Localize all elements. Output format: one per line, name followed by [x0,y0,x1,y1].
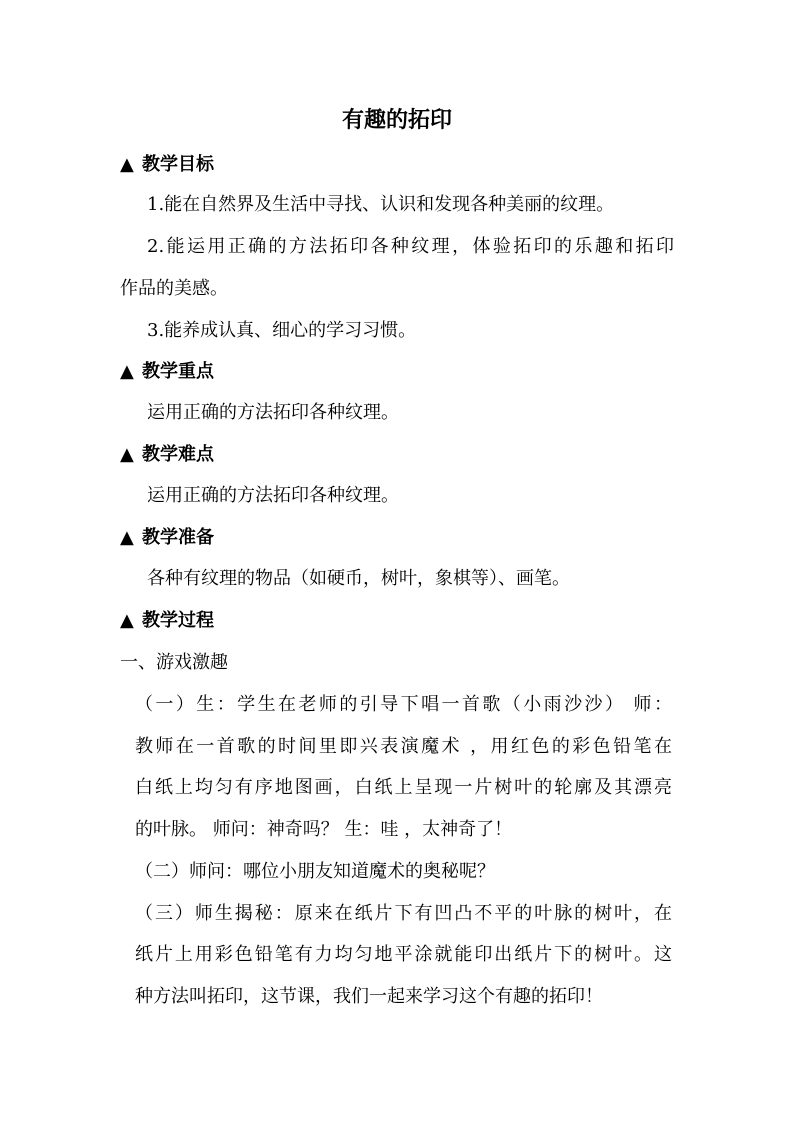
triangle-marker-icon: ▲ [120,527,134,548]
section-heading-process [120,606,214,632]
goal-item-2: 2.能运用正确的方法拓印各种纹理，体验拓印的乐趣和拓印 [147,236,674,257]
page-title: 有趣的拓印 [341,108,452,133]
key-points-text: 运用正确的方法拓印各种纹理。 [147,402,399,423]
process-line-4: 的叶脉。 师问：神奇吗？ 生：哇 ，太神奇了！ [135,819,513,840]
section-heading-difficulties [120,440,214,466]
heading-label: 教学目标 [142,154,214,175]
goal-item-3: 3.能养成认真、细心的学习习惯。 [147,320,417,341]
goal-item-2-cont: 作品的美感。 [120,278,228,299]
triangle-marker-icon: ▲ [120,444,134,465]
triangle-marker-icon: ▲ [120,361,134,382]
section-heading-key-points [120,357,214,383]
process-line-3: 白纸上均匀有序地图画，白纸上呈现一片树叶的轮廓及其漂亮 [135,777,672,798]
preparation-text: 各种有纹理的物品（如硬币，树叶，象棋等）、画笔。 [147,568,570,589]
section-heading-goals [120,150,214,176]
heading-label: 教学准备 [142,527,214,548]
process-line-8: 种方法叫拓印，这节课，我们一起来学习这个有趣的拓印！ [135,986,603,1007]
heading-label: 教学难点 [142,444,214,465]
triangle-marker-icon: ▲ [120,154,134,175]
process-line-1: （一）生：学生在老师的引导下唱一首歌（小雨沙沙） 师： [135,694,672,715]
difficulties-text: 运用正确的方法拓印各种纹理。 [147,485,399,506]
goal-item-1: 1.能在自然界及生活中寻找、认识和发现各种美丽的纹理。 [147,194,615,215]
process-line-7: 纸片上用彩色铅笔有力均匀地平涂就能印出纸片下的树叶。这 [135,944,672,965]
process-subheading: 一、游戏激趣 [120,652,228,673]
process-line-6: （三）师生揭秘：原来在纸片下有凹凸不平的叶脉的树叶，在 [135,903,672,924]
process-line-5: （二）师问：哪位小朋友知道魔术的奥秘呢？ [135,861,495,882]
section-heading-preparation [120,523,214,549]
heading-label: 教学重点 [142,361,214,382]
heading-label: 教学过程 [142,610,214,631]
process-line-2: 教师在一首歌的时间里即兴表演魔术 ，用红色的彩色铅笔在 [135,736,672,757]
triangle-marker-icon: ▲ [120,610,134,631]
